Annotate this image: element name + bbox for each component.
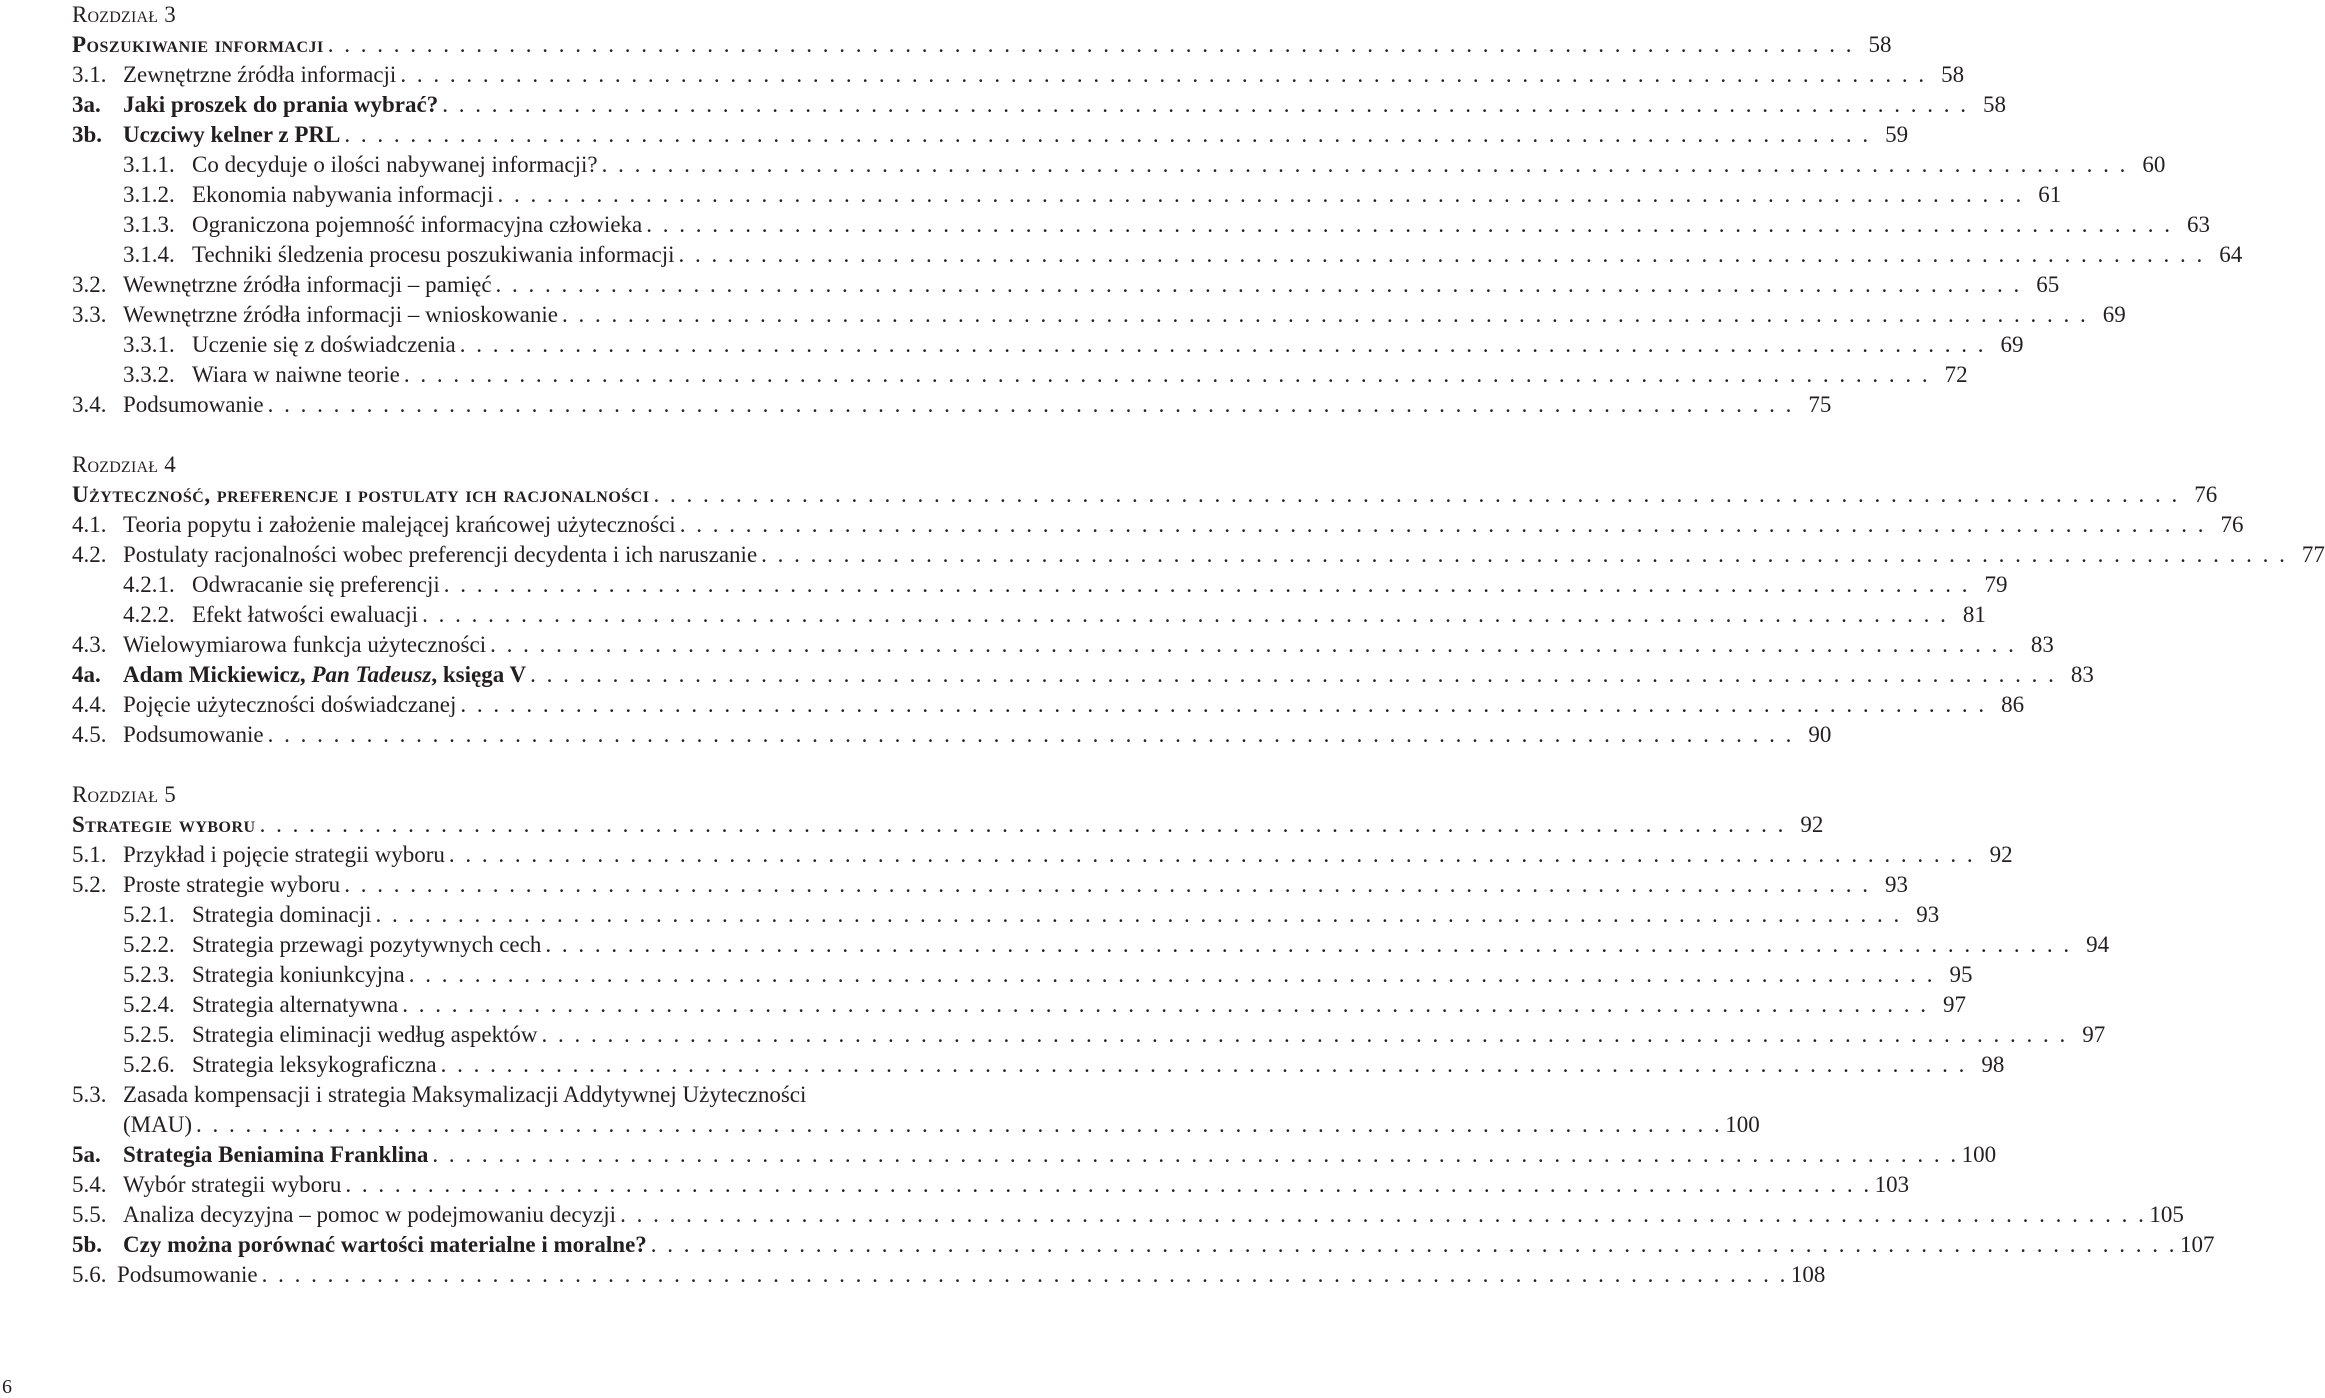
entry-title: Uczciwy kelner z PRL <box>123 122 341 147</box>
page-ref: 98 <box>1981 1052 2005 1077</box>
chapter-title: Użyteczność, preferencje i postulaty ich racjonalności <box>72 482 650 507</box>
entry-title: Przykład i pojęcie strategii wyboru <box>123 842 445 867</box>
entry-title: Postulaty racjonalności wobec preferencji decydenta i ich naruszanie <box>123 542 758 567</box>
entry-title: Czy można porównać wartości materialne i moralne? <box>123 1232 647 1257</box>
entry-title: Uczenie się z doświadczenia <box>192 332 456 357</box>
entry-number: 5.2.2. <box>123 932 175 957</box>
page-ref: 69 <box>2102 302 2126 327</box>
entry-number: 4.1. <box>72 512 107 537</box>
toc-entry <box>72 90 2006 120</box>
chapter-label: Rozdział 5 <box>72 782 176 807</box>
entry-title: Odwracanie się preferencji <box>192 572 440 597</box>
toc-entry <box>72 390 1832 420</box>
entry-title: Podsumowanie <box>123 392 264 417</box>
page-ref: 65 <box>2036 272 2060 297</box>
entry-number: 5.2.3. <box>123 962 175 987</box>
entry-title: Strategia eliminacji według aspektów <box>192 1022 538 1047</box>
entry-number: 3.1.1. <box>123 152 175 177</box>
entry-number: 5a. <box>72 1142 101 1167</box>
entry-title: Strategia alternatywna <box>192 992 399 1017</box>
entry-title: Strategia przewagi pozytywnych cech <box>192 932 542 957</box>
toc-entry <box>72 960 1973 990</box>
entry-number: 3.3.2. <box>123 362 175 387</box>
entry-number: 3.1.2. <box>123 182 175 207</box>
page-ref: 83 <box>2070 662 2094 687</box>
dot-leader <box>441 1050 1965 1080</box>
page-ref: 63 <box>2186 212 2210 237</box>
page-ref: 92 <box>1989 842 2013 867</box>
toc-entry <box>72 570 2008 600</box>
page-ref: 76 <box>2194 482 2218 507</box>
entry-number: 4.4. <box>72 692 107 717</box>
toc-entry <box>72 600 1986 630</box>
toc-entry <box>72 240 2243 270</box>
dot-leader <box>460 690 1984 720</box>
entry-number: 4a. <box>72 662 101 687</box>
toc-entry <box>72 270 2060 300</box>
entry-number: 5.2.6. <box>123 1052 175 1077</box>
dot-leader <box>260 810 1784 840</box>
dot-leader <box>761 540 2285 570</box>
dot-leader <box>402 990 1926 1020</box>
dot-leader <box>680 510 2204 540</box>
dot-leader <box>646 210 2170 240</box>
page-ref: 93 <box>1884 872 1908 897</box>
entry-number: 3.3.1. <box>123 332 175 357</box>
dot-leader <box>262 1260 1786 1290</box>
entry-number: 5.2.5. <box>123 1022 175 1047</box>
dot-leader <box>545 930 2069 960</box>
toc-entry <box>72 60 1965 90</box>
toc-entry <box>72 1050 2005 1080</box>
page-ref: 64 <box>2219 242 2243 267</box>
entry-title: Podsumowanie <box>123 722 264 747</box>
entry-number: 3.1. <box>72 62 107 87</box>
chapter-label: Rozdział 4 <box>72 452 176 477</box>
page-ref: 59 <box>1885 122 1909 147</box>
page-ref: 75 <box>1808 392 1832 417</box>
dot-leader <box>679 240 2203 270</box>
chapter-title: Strategie wyboru <box>72 812 256 837</box>
toc-entry <box>72 690 2025 720</box>
toc-entry <box>72 360 1968 390</box>
dot-leader <box>444 570 1968 600</box>
entry-number: 4.5. <box>72 722 107 747</box>
entry-title: Adam Mickiewicz, Pan Tadeusz, księga V <box>123 662 527 687</box>
toc-entry <box>72 900 1940 930</box>
page-ref: 69 <box>2000 332 2024 357</box>
dot-leader <box>432 1140 1956 1170</box>
dot-leader <box>651 1230 2175 1260</box>
entry-title: Strategia Beniamina Franklina <box>123 1142 429 1167</box>
page-ref: 103 <box>1874 1172 1910 1197</box>
dot-leader <box>496 270 2020 300</box>
chapter-label: Rozdział 3 <box>72 2 176 27</box>
toc-entry <box>72 300 2126 330</box>
page-ref: 83 <box>2030 632 2054 657</box>
toc-entry <box>72 210 2210 240</box>
page-ref: 95 <box>1949 962 1973 987</box>
toc-entry <box>72 840 2013 870</box>
entry-number: 4.2.1. <box>123 572 175 597</box>
entry-title: Wiara w naiwne teorie <box>192 362 400 387</box>
entry-title: Teoria popytu i założenie malejącej krańcowej użyteczności <box>123 512 676 537</box>
italic-title: Pan Tadeusz <box>311 662 432 687</box>
page-ref: 97 <box>1943 992 1967 1017</box>
chapter-heading <box>72 30 1892 60</box>
dot-leader <box>409 960 1933 990</box>
dot-leader <box>196 1110 1720 1140</box>
entry-title: Strategia dominacji <box>192 902 372 927</box>
entry-title: Co decyduje o ilości nabywanej informacji? <box>192 152 598 177</box>
entry-title: Efekt łatwości ewaluacji <box>192 602 419 627</box>
table-of-contents <box>72 0 2325 1290</box>
dot-leader <box>375 900 1899 930</box>
chapter-title: Poszukiwanie informacji <box>72 32 324 57</box>
page-ref: 107 <box>2180 1232 2215 1257</box>
dot-leader <box>602 150 2126 180</box>
toc-entry <box>72 180 2062 210</box>
entry-title: Wewnętrzne źródła informacji – pamięć <box>123 272 492 297</box>
entry-number: 3.3. <box>72 302 107 327</box>
page-ref: 81 <box>1962 602 1986 627</box>
page-ref: 76 <box>2220 512 2244 537</box>
page-ref: 58 <box>1982 92 2006 117</box>
toc-entry <box>72 990 1967 1020</box>
entry-number: 3.1.3. <box>123 212 175 237</box>
dot-leader <box>328 30 1852 60</box>
toc-entry <box>72 330 2024 360</box>
entry-number: 5.1. <box>72 842 107 867</box>
entry-title: Analiza decyzyjna – pomoc w podejmowaniu decyzji <box>123 1202 617 1227</box>
toc-entry <box>72 720 1832 750</box>
entry-number: 5b. <box>72 1232 103 1257</box>
dot-leader <box>620 1200 2144 1230</box>
toc-entry <box>72 930 2110 960</box>
entry-title: Pojęcie użyteczności doświadczanej <box>123 692 457 717</box>
dot-leader <box>653 480 2177 510</box>
entry-number: 5.6. <box>72 1262 107 1287</box>
dot-leader <box>442 90 1966 120</box>
page-number: 6 <box>2 1376 12 1398</box>
chapter-heading <box>72 480 2218 510</box>
entry-title: Podsumowanie <box>117 1262 258 1287</box>
toc-entry <box>72 870 1908 900</box>
dot-leader <box>449 840 1973 870</box>
page-ref: 61 <box>2038 182 2062 207</box>
page-ref: 92 <box>1800 812 1824 837</box>
toc-entry <box>72 660 2094 690</box>
page-ref: 90 <box>1808 722 1832 747</box>
toc-entry <box>72 1080 954 1110</box>
dot-leader <box>562 300 2086 330</box>
entry-number: 5.5. <box>72 1202 107 1227</box>
dot-leader <box>400 60 1924 90</box>
entry-title: Jaki proszek do prania wybrać? <box>123 92 439 117</box>
entry-number: 5.2. <box>72 872 107 897</box>
toc-entry <box>72 630 2054 660</box>
entry-title: Wybór strategii wyboru <box>123 1172 342 1197</box>
dot-leader <box>497 180 2021 210</box>
entry-number: 5.3. <box>72 1082 107 1107</box>
page-ref: 100 <box>1725 1112 1760 1137</box>
entry-title: Ograniczona pojemność informacyjna człowieka <box>192 212 643 237</box>
page-ref: 93 <box>1916 902 1940 927</box>
page-ref: 94 <box>2086 932 2110 957</box>
toc-entry <box>72 150 2166 180</box>
dot-leader <box>268 720 1792 750</box>
entry-title: Proste strategie wyboru <box>123 872 341 897</box>
page-ref: 86 <box>2001 692 2025 717</box>
page-ref: 97 <box>2082 1022 2106 1047</box>
dot-leader <box>460 330 1984 360</box>
dot-leader <box>530 660 2054 690</box>
page-ref: 77 <box>2301 542 2325 567</box>
entry-title: Wielowymiarowa funkcja użyteczności <box>123 632 487 657</box>
dot-leader <box>542 1020 2066 1050</box>
dot-leader <box>422 600 1946 630</box>
page-ref: 79 <box>1984 572 2008 597</box>
entry-title: Techniki śledzenia procesu poszukiwania informacji <box>192 242 675 267</box>
entry-title: Strategia leksykograficzna <box>192 1052 437 1077</box>
entry-title: Zewnętrzne źródła informacji <box>123 62 397 87</box>
toc-entry-continuation <box>72 1110 1760 1140</box>
page-ref: 58 <box>1941 62 1965 87</box>
page-ref: 58 <box>1868 32 1892 57</box>
dot-leader <box>344 870 1868 900</box>
dot-leader <box>404 360 1928 390</box>
entry-number: 5.2.4. <box>123 992 175 1017</box>
entry-number: 3b. <box>72 122 103 147</box>
dot-leader <box>344 120 1868 150</box>
toc-entry <box>72 1230 2215 1260</box>
chapter-heading <box>72 810 1824 840</box>
toc-entry <box>72 1020 2106 1050</box>
toc-entry <box>72 120 1909 150</box>
entry-number: 3.4. <box>72 392 107 417</box>
toc-entry <box>72 1140 1997 1170</box>
entry-number: 4.2. <box>72 542 107 567</box>
page-ref: 60 <box>2142 152 2166 177</box>
entry-title: Ekonomia nabywania informacji <box>192 182 494 207</box>
page-ref: 108 <box>1790 1262 1826 1287</box>
entry-title: Wewnętrzne źródła informacji – wnioskowanie <box>123 302 558 327</box>
entry-number: 5.2.1. <box>123 902 175 927</box>
dot-leader <box>345 1170 1869 1200</box>
dot-leader <box>268 390 1792 420</box>
entry-title: Strategia koniunkcyjna <box>192 962 405 987</box>
entry-number: 5.4. <box>72 1172 107 1197</box>
entry-number: 4.3. <box>72 632 107 657</box>
page-ref: 72 <box>1944 362 1968 387</box>
toc-entry <box>72 1200 2184 1230</box>
toc-entry <box>72 540 2325 570</box>
dot-leader <box>490 630 2014 660</box>
toc-entry <box>72 1260 1826 1290</box>
entry-number: 4.2.2. <box>123 602 175 627</box>
toc-entry <box>72 510 2244 540</box>
page-ref: 100 <box>1961 1142 1997 1167</box>
page-ref: 105 <box>2149 1202 2184 1227</box>
entry-number: 3a. <box>72 92 101 117</box>
entry-title: Zasada kompensacji i strategia Maksymalizacji Addytywnej Użyteczności <box>123 1082 807 1107</box>
entry-title-continuation: (MAU) <box>123 1112 192 1137</box>
toc-entry <box>72 1170 1910 1200</box>
entry-number: 3.1.4. <box>123 242 175 267</box>
entry-number: 3.2. <box>72 272 107 297</box>
